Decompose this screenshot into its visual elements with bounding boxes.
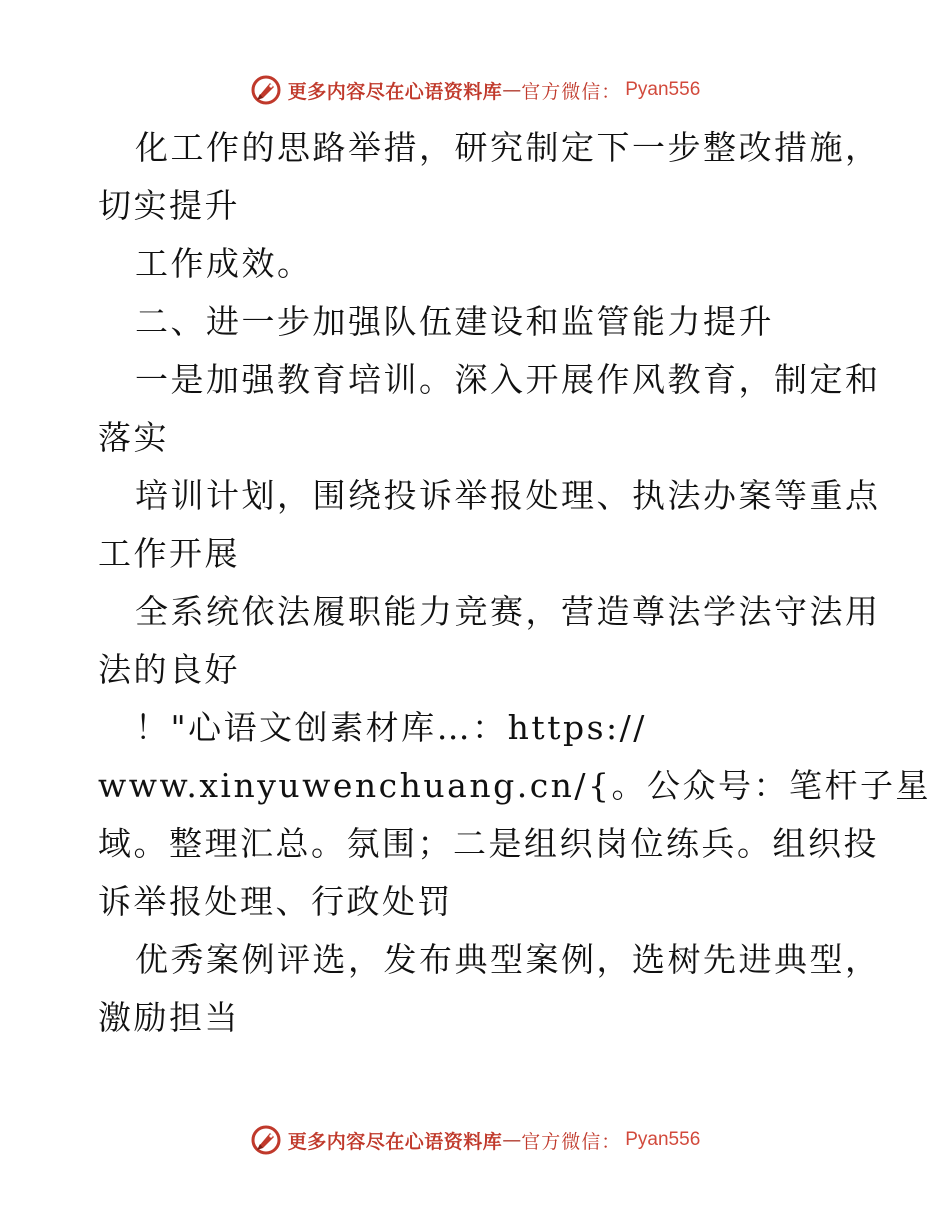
text-line: 一是加强教育培训。深入开展作风教育，制定和 xyxy=(135,360,881,399)
text-line: 工作开展 xyxy=(98,534,240,573)
text-line: 落实 xyxy=(98,418,169,457)
header-banner xyxy=(0,70,950,110)
banner-wechat-id: Pyan556 xyxy=(625,1129,701,1150)
text-line: www.xinyuwenchuang.cn/{。公众号：笔杆子星 xyxy=(98,766,932,805)
text-line: 优秀案例评选，发布典型案例，选树先进典型， xyxy=(135,940,881,979)
text-line: 激励担当 xyxy=(98,998,240,1037)
text-line: 全系统依法履职能力竞赛，营造尊法学法守法用 xyxy=(135,592,881,631)
text-line: 工作成效。 xyxy=(135,244,313,283)
text-line: 域。整理汇总。氛围；二是组织岗位练兵。组织投 xyxy=(98,824,879,863)
pen-nib-logo-icon xyxy=(250,1124,282,1156)
text-line: 诉举报处理、行政处罚 xyxy=(98,882,453,921)
pen-nib-logo-icon xyxy=(250,74,282,106)
text-line: 法的良好 xyxy=(98,650,240,689)
text-line: ！"心语文创素材库…：https:// xyxy=(135,708,647,747)
banner-wechat-label: 官方微信： xyxy=(521,80,622,103)
banner-separator: — xyxy=(502,79,522,101)
text-line: 切实提升 xyxy=(98,186,240,225)
section-heading: 二、进一步加强队伍建设和监管能力提升 xyxy=(135,302,774,341)
banner-brand-text: 更多内容尽在心语资料库 xyxy=(287,1130,503,1153)
text-line: 培训计划，围绕投诉举报处理、执法办案等重点 xyxy=(135,476,881,515)
footer-banner xyxy=(0,1120,950,1160)
text-line: 化工作的思路举措，研究制定下一步整改措施， xyxy=(135,128,881,167)
banner-separator: — xyxy=(502,1129,522,1151)
banner-brand-text: 更多内容尽在心语资料库 xyxy=(287,80,503,103)
banner-wechat-id: Pyan556 xyxy=(625,79,701,100)
banner-wechat-label: 官方微信： xyxy=(521,1130,622,1153)
